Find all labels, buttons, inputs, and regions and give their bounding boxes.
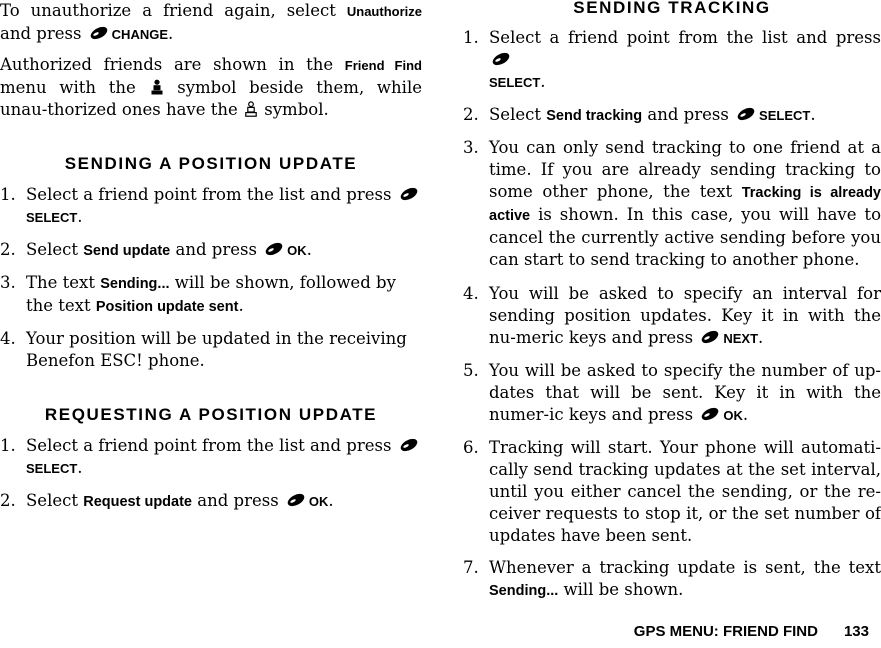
step-number: 2.	[0, 240, 16, 259]
tracking-already-active-text: Tracking is already active	[489, 185, 881, 224]
step-text: You will be asked to specify an interval for sending position updates. Key it in with the nu-meric keys and press	[489, 284, 881, 347]
symbols-text-a: Authorized friends are shown in the	[0, 55, 345, 74]
symbols-text-b: menu with the	[0, 78, 149, 97]
softkey-oval-icon	[399, 187, 419, 201]
heading-sending-tracking: SENDING TRACKING	[573, 0, 771, 17]
softkey-oval-icon	[700, 330, 720, 344]
step-text: Select	[489, 105, 547, 124]
softkey-oval-icon	[89, 26, 109, 40]
select-key-label: SELECT	[759, 108, 811, 123]
step-text: Your position will be updated in the receiving Benefon ESC! phone.	[26, 329, 407, 370]
step-number: 2.	[463, 105, 479, 124]
step-number: 1.	[0, 185, 16, 204]
punct: .	[168, 24, 174, 43]
step-text: Select a friend point from the list and press	[26, 436, 397, 455]
list-item	[463, 360, 881, 427]
softkey-oval-icon	[700, 407, 720, 421]
select-key-label: SELECT	[26, 461, 78, 476]
softkey-oval-icon	[264, 242, 284, 256]
step-number: 1.	[0, 436, 16, 455]
softkey-oval-icon	[286, 493, 306, 507]
step-text: Whenever a tracking update is sent, the text	[489, 558, 881, 577]
symbols-text-c: symbol beside them, while unau-thorized ones have the	[0, 78, 422, 119]
step-text-b: will be shown.	[558, 580, 684, 599]
punct: .	[77, 207, 83, 226]
punct: .	[758, 328, 764, 347]
punct: .	[77, 458, 83, 477]
heading-sending-position-update: SENDING A POSITION UPDATE	[64, 154, 358, 173]
list-item	[463, 104, 881, 127]
steps-requesting-position-update	[0, 435, 422, 513]
list-item	[0, 239, 422, 262]
intro-text-2: and press	[0, 24, 87, 43]
heading-requesting-position-update: REQUESTING A POSITION UPDATE	[44, 405, 378, 424]
step-text-b: is shown. In this case, you will have to cancel the currently active sending before you can start to send tracking to another phone.	[489, 205, 881, 269]
list-item	[463, 283, 881, 350]
symbols-text-d: symbol.	[259, 100, 329, 119]
step-text: Select a friend point from the list and press	[26, 185, 397, 204]
list-item	[0, 184, 422, 229]
steps-sending-position-update	[0, 184, 422, 372]
intro-text: To unauthorize a friend again, select	[0, 1, 347, 20]
authorized-friend-icon	[151, 79, 163, 95]
ok-key-label: OK	[287, 243, 307, 258]
step-text: The text	[26, 273, 101, 292]
step-text-b: and press	[192, 491, 284, 510]
list-item	[463, 27, 881, 94]
step-text: Select	[26, 491, 84, 510]
punct: .	[540, 72, 546, 91]
step-number: 3.	[463, 138, 479, 157]
step-number: 4.	[463, 284, 479, 303]
page-number: 133	[843, 623, 869, 640]
send-tracking-option: Send tracking	[546, 108, 643, 124]
send-update-option: Send update	[83, 243, 171, 259]
list-item	[0, 435, 422, 480]
step-text: Select a friend point from the list and press	[489, 28, 881, 47]
change-key-label: CHANGE	[111, 27, 169, 42]
right-column	[463, 0, 881, 602]
step-text: Tracking will start. Your phone will automati-cally send tracking updates at the set interval, until you either cancel the sending, or the re-ceiver requests to stop it, or the set number of updates have been sent.	[489, 438, 881, 545]
sending-status-text: Sending...	[100, 276, 170, 292]
list-item	[0, 272, 422, 318]
unauthorize-option: Unauthorize	[346, 4, 422, 19]
step-number: 1.	[463, 28, 479, 47]
step-number: 2.	[0, 491, 16, 510]
steps-sending-tracking	[463, 27, 881, 602]
list-item	[0, 328, 422, 372]
intro-paragraph-symbols	[0, 54, 422, 121]
page-footer	[634, 623, 869, 640]
punct: .	[742, 405, 749, 424]
position-update-sent-text: Position update sent	[95, 299, 239, 315]
intro-paragraph-unauthorize	[0, 0, 422, 46]
punct: .	[810, 105, 816, 124]
step-number: 5.	[463, 361, 479, 380]
step-text: Select	[26, 240, 84, 259]
step-text: You can only send tracking to one friend at a time. If you are already sending tracking to some other phone, the text	[489, 138, 881, 201]
softkey-oval-icon	[736, 107, 756, 121]
punct: .	[306, 240, 312, 259]
ok-key-label: OK	[308, 494, 329, 509]
next-key-label: NEXT	[723, 331, 759, 346]
footer-section-title: GPS MENU: FRIEND FIND	[633, 623, 818, 640]
list-item	[463, 557, 881, 602]
step-number: 7.	[463, 558, 479, 577]
step-number: 4.	[0, 329, 16, 348]
request-update-option: Request update	[83, 494, 192, 510]
step-text-b: and press	[170, 240, 263, 259]
punct: .	[238, 296, 244, 315]
step-text-b: will be shown, followed by the text	[26, 273, 396, 315]
step-text: You will be asked to specify the number of up-dates that will be sent. Key it in with the numer-ic keys and press	[489, 361, 881, 424]
list-item	[463, 437, 881, 547]
step-text-b: and press	[642, 105, 735, 124]
punct: .	[328, 491, 334, 510]
softkey-oval-icon	[491, 52, 511, 66]
select-key-label: SELECT	[489, 75, 541, 90]
list-item	[0, 490, 422, 513]
step-number: 6.	[463, 438, 479, 457]
ok-key-label: OK	[723, 408, 743, 423]
friend-find-menu-label: Friend Find	[344, 58, 422, 73]
list-item	[463, 137, 881, 271]
softkey-oval-icon	[399, 438, 419, 452]
step-number: 3.	[0, 273, 16, 292]
sending-status-text: Sending...	[489, 583, 559, 599]
unauthorized-friend-icon	[245, 101, 257, 117]
left-column	[0, 0, 422, 513]
select-key-label: SELECT	[26, 210, 78, 225]
